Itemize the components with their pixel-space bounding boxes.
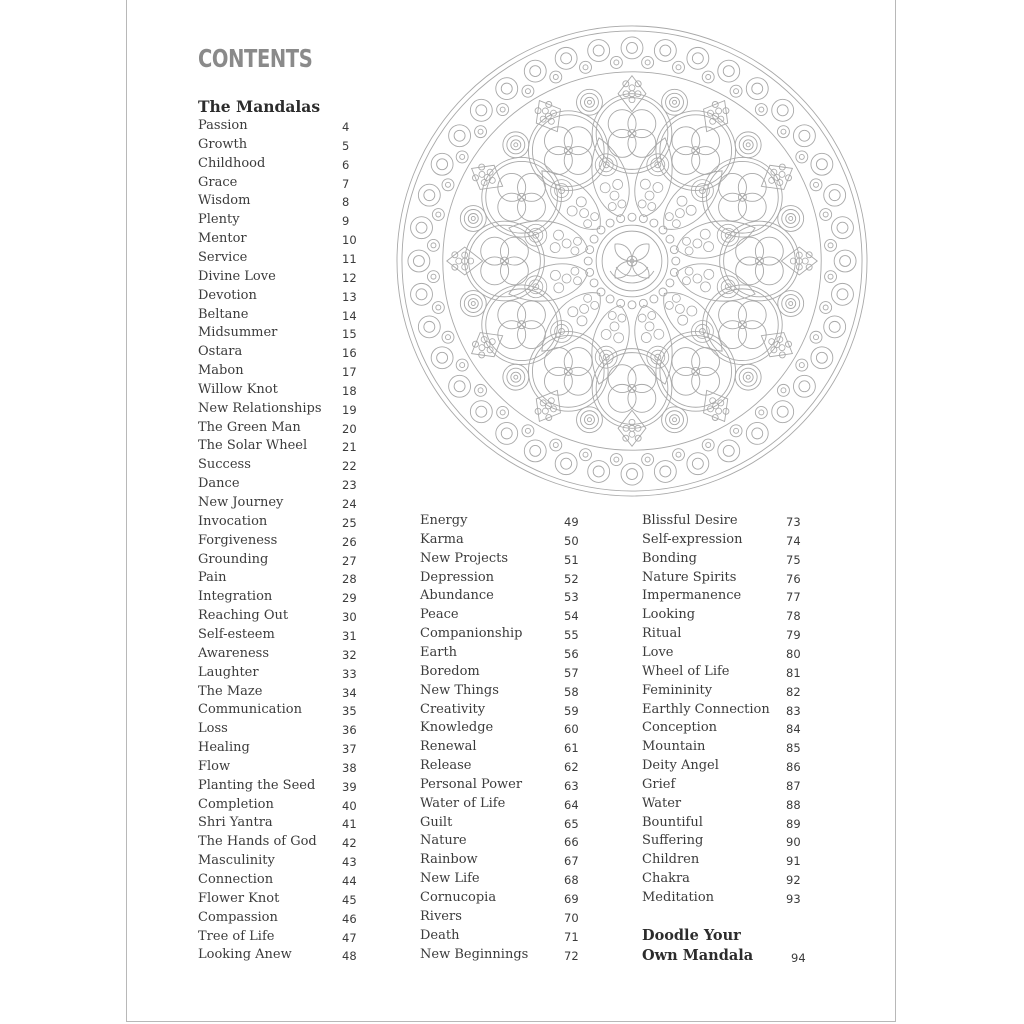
toc-entry-page: 76 [786,571,801,586]
toc-entry-title: Femininity [642,682,713,698]
toc-entry-page: 18 [342,383,357,398]
toc-entry-title: Growth [198,136,248,152]
toc-entry-page: 49 [564,515,579,529]
toc-entry-title: New Relationships [198,400,322,416]
toc-entry-title: The Maze [198,683,263,699]
toc-entry-page: 60 [564,722,579,737]
toc-entry-title: Midsummer [198,325,278,341]
toc-entry-page: 21 [342,440,357,455]
toc-entry-page: 41 [342,817,357,832]
toc-entry-page: 66 [564,835,579,850]
toc-entry-title: Looking [642,607,696,623]
toc-entry-title: Bonding [642,550,697,566]
toc-entry-title: The Solar Wheel [198,438,308,454]
toc-entry-page: 43 [342,855,357,870]
toc-entry-page: 73 [786,515,801,529]
toc-entry-title: New Things [420,682,499,698]
contents-title: CONTENTS [198,44,313,73]
toc-entry-page: 93 [786,892,801,906]
toc-entry-title: Love [642,644,674,660]
toc-entry-page: 52 [564,571,579,586]
toc-entry-title: Rainbow [420,852,478,868]
toc-entry-title: Connection [198,872,274,887]
toc-entry-title: Blissful Desire [642,513,738,528]
toc-entry-page: 10 [342,233,357,248]
doodle-title-line-1: Doodle Your [642,927,741,944]
toc-entry-page: 12 [342,270,357,285]
toc-entry-page: 30 [342,610,357,625]
toc-entry-page: 19 [342,402,357,417]
toc-entry-page: 91 [786,854,801,869]
toc-entry-page: 90 [786,835,801,850]
toc-entry-page: 58 [564,684,579,699]
toc-entry-title: Wheel of Life [642,663,730,679]
toc-entry-page: 29 [342,591,357,606]
toc-entry-title: Conception [642,720,718,736]
toc-entry-page: 92 [786,873,801,888]
toc-entry-page: 48 [342,949,357,964]
toc-entry-page: 8 [342,195,350,210]
toc-entry-title: Earth [420,644,458,660]
toc-entry-page: 34 [342,685,357,700]
toc-entry-page: 5 [342,138,350,153]
toc-entry-page: 27 [342,553,357,568]
toc-entry-title: Mabon [198,363,244,379]
toc-entry-page: 84 [786,722,801,737]
toc-entry-title: Water [642,795,682,811]
toc-entry-title: Meditation [642,890,715,905]
toc-entry-title: Rivers [420,908,462,924]
toc-entry-page: 65 [564,816,579,831]
toc-entry-page: 33 [342,666,357,681]
toc-entry-title: Pain [198,570,227,586]
toc-entry-page: 37 [342,742,357,757]
toc-entry-page: 11 [342,251,357,266]
toc-entry-title: Karma [420,531,464,547]
toc-entry-page: 50 [564,533,579,548]
toc-entry-page: 35 [342,704,357,719]
toc-entry-page: 63 [564,778,579,793]
toc-entry-page: 62 [564,760,579,775]
toc-entry-page: 25 [342,515,357,530]
toc-entry-title: Reaching Out [198,608,289,624]
toc-entry-page: 31 [342,628,357,643]
toc-entry-page: 82 [786,684,801,699]
toc-entry-title: Healing [198,740,250,756]
toc-entry-page: 17 [342,365,357,380]
toc-entry-page: 81 [786,665,801,680]
toc-entry-title: Guilt [420,814,453,830]
toc-entry-page: 61 [564,741,579,756]
toc-entry-title: Flower Knot [198,890,280,906]
toc-entry-page: 16 [342,346,357,361]
toc-entry-title: Energy [420,513,468,528]
toc-entry-title: Earthly Connection [642,701,770,717]
toc-entry-page: 20 [342,421,357,436]
section-heading-mandalas: The Mandalas [198,97,321,116]
toc-entry-page: 4 [342,120,350,134]
toc-entry-page: 22 [342,459,357,474]
toc-entry-title: Self-expression [642,531,743,547]
toc-entry-title: Service [198,249,248,265]
toc-entry-title: Willow Knot [198,381,278,397]
toc-entry-page: 28 [342,572,357,587]
toc-entry-title: Laughter [198,664,259,680]
toc-entry-page: 15 [342,327,357,342]
toc-entry-page: 46 [342,911,357,926]
toc-entry-title: Divine Love [198,268,276,284]
toc-entry-title: Passion [198,118,248,133]
toc-entry-title: The Hands of God [198,834,317,850]
toc-entry-page: 87 [786,778,801,793]
doodle-title-line-2: Own Mandala [642,947,754,964]
toc-entry-title: Companionship [420,626,523,642]
toc-entry-title: Communication [198,702,302,718]
toc-entry-page: 89 [786,816,801,831]
doodle-entry[interactable] [642,926,753,966]
toc-entry-page: 59 [564,703,579,718]
toc-entry-page: 54 [564,609,579,624]
toc-entry-title: Masculinity [198,853,275,869]
toc-entry-page: 24 [342,497,357,511]
toc-entry-title: Water of Life [420,795,506,811]
toc-entry-page: 88 [786,797,801,812]
toc-entry-title: Loss [198,721,228,737]
toc-entry-title: Death [420,927,460,943]
toc-entry-page: 77 [786,590,801,605]
toc-entry-title: Impermanence [642,588,742,604]
toc-entry-page: 36 [342,723,357,738]
toc-entry-page: 47 [342,930,357,945]
toc-entry-page: 45 [342,892,357,907]
toc-entry-page: 72 [564,948,579,963]
toc-entry-title: Grace [198,174,238,190]
toc-entry-title: Grounding [198,551,269,567]
toc-entry-page: 64 [564,797,579,812]
toc-entry-page: 51 [564,552,579,567]
toc-entry-page: 78 [786,609,801,624]
toc-entry-title: New Beginnings [420,946,529,962]
toc-entry-page: 42 [342,836,357,851]
toc-entry-title: Release [420,758,472,774]
toc-entry-page: 57 [564,665,579,680]
toc-entry-page: 74 [786,533,801,548]
toc-entry-title: Success [198,457,251,473]
toc-entry-title: Abundance [420,588,494,604]
toc-entry-title: Awareness [198,645,269,661]
toc-entry-title: Peace [420,607,459,623]
toc-entry-title: Mountain [642,739,706,755]
toc-entry-title: Knowledge [420,720,494,736]
toc-entry-title: Grief [642,776,676,792]
toc-entry-page: 68 [564,873,579,888]
toc-entry-page: 39 [342,779,357,794]
toc-entry-title: Children [642,852,700,868]
toc-entry-page: 69 [564,892,579,906]
toc-entry-page: 44 [342,874,357,888]
toc-entry-title: Completion [198,796,274,812]
toc-entry-title: Beltane [198,306,249,322]
toc-entry-page: 38 [342,760,357,775]
toc-entry-title: Deity Angel [642,758,719,774]
toc-entry-title: Ritual [642,626,682,642]
toc-entry-title: Personal Power [420,776,523,792]
mandala-illustration [393,22,871,500]
toc-entry-page: 80 [786,646,801,661]
toc-entry-page: 9 [342,214,350,229]
toc-entry-page: 75 [786,552,801,567]
toc-entry-title: New Journey [198,495,284,510]
toc-entry-page: 70 [564,910,579,925]
toc-entry-title: New Projects [420,550,509,566]
toc-entry-title: Renewal [420,739,477,755]
toc-entry-title: Integration [198,589,273,605]
toc-entry-title: Compassion [198,909,278,925]
toc-entry-title: Suffering [642,833,704,849]
toc-entry-page: 32 [342,647,357,662]
doodle-page-number: 94 [791,951,806,965]
toc-entry-title: Plenty [198,212,240,228]
toc-entry-title: Cornucopia [420,890,497,905]
toc-entry-page: 79 [786,628,801,643]
toc-entry-page: 7 [342,176,350,191]
toc-entry-title: Looking Anew [198,947,292,963]
toc-entry-title: Depression [420,569,495,585]
toc-entry-title: Tree of Life [198,928,275,944]
toc-entry-title: Self-esteem [198,626,275,642]
toc-entry-title: Chakra [642,871,690,887]
toc-entry-title: Childhood [198,155,266,171]
toc-entry-page: 86 [786,760,801,775]
toc-entry-page: 56 [564,646,579,661]
toc-entry-title: Planting the Seed [198,777,316,793]
toc-entry-title: Invocation [198,513,268,529]
toc-entry-title: Ostara [198,344,243,360]
toc-entry-page: 23 [342,478,357,493]
toc-entry-title: Nature [420,833,467,849]
toc-entry-title: Boredom [420,663,480,679]
toc-entry-page: 6 [342,157,350,172]
toc-entry-page: 26 [342,534,357,549]
toc-entry-page: 40 [342,798,357,813]
toc-entry-title: New Life [420,871,480,887]
toc-entry-page: 85 [786,741,801,756]
toc-entry-title: Creativity [420,701,486,717]
toc-entry-title: Bountiful [642,814,703,830]
toc-entry-page: 67 [564,854,579,869]
toc-entry-page: 55 [564,628,579,643]
toc-entry-title: Wisdom [198,193,251,209]
toc-entry-title: Mentor [198,231,247,247]
toc-entry-title: Forgiveness [198,532,278,548]
toc-entry-title: Flow [198,758,231,774]
toc-entry-page: 53 [564,590,579,605]
toc-entry-title: Dance [198,476,240,492]
toc-entry-title: Nature Spirits [642,569,737,585]
toc-entry-page: 83 [786,703,801,718]
toc-entry-page: 71 [564,929,579,944]
toc-entry-title: Shri Yantra [198,815,273,831]
toc-entry-page: 14 [342,308,357,323]
toc-entry-page: 13 [342,289,357,304]
toc-entry-title: Devotion [198,287,257,303]
toc-entry-title: The Green Man [198,419,301,435]
